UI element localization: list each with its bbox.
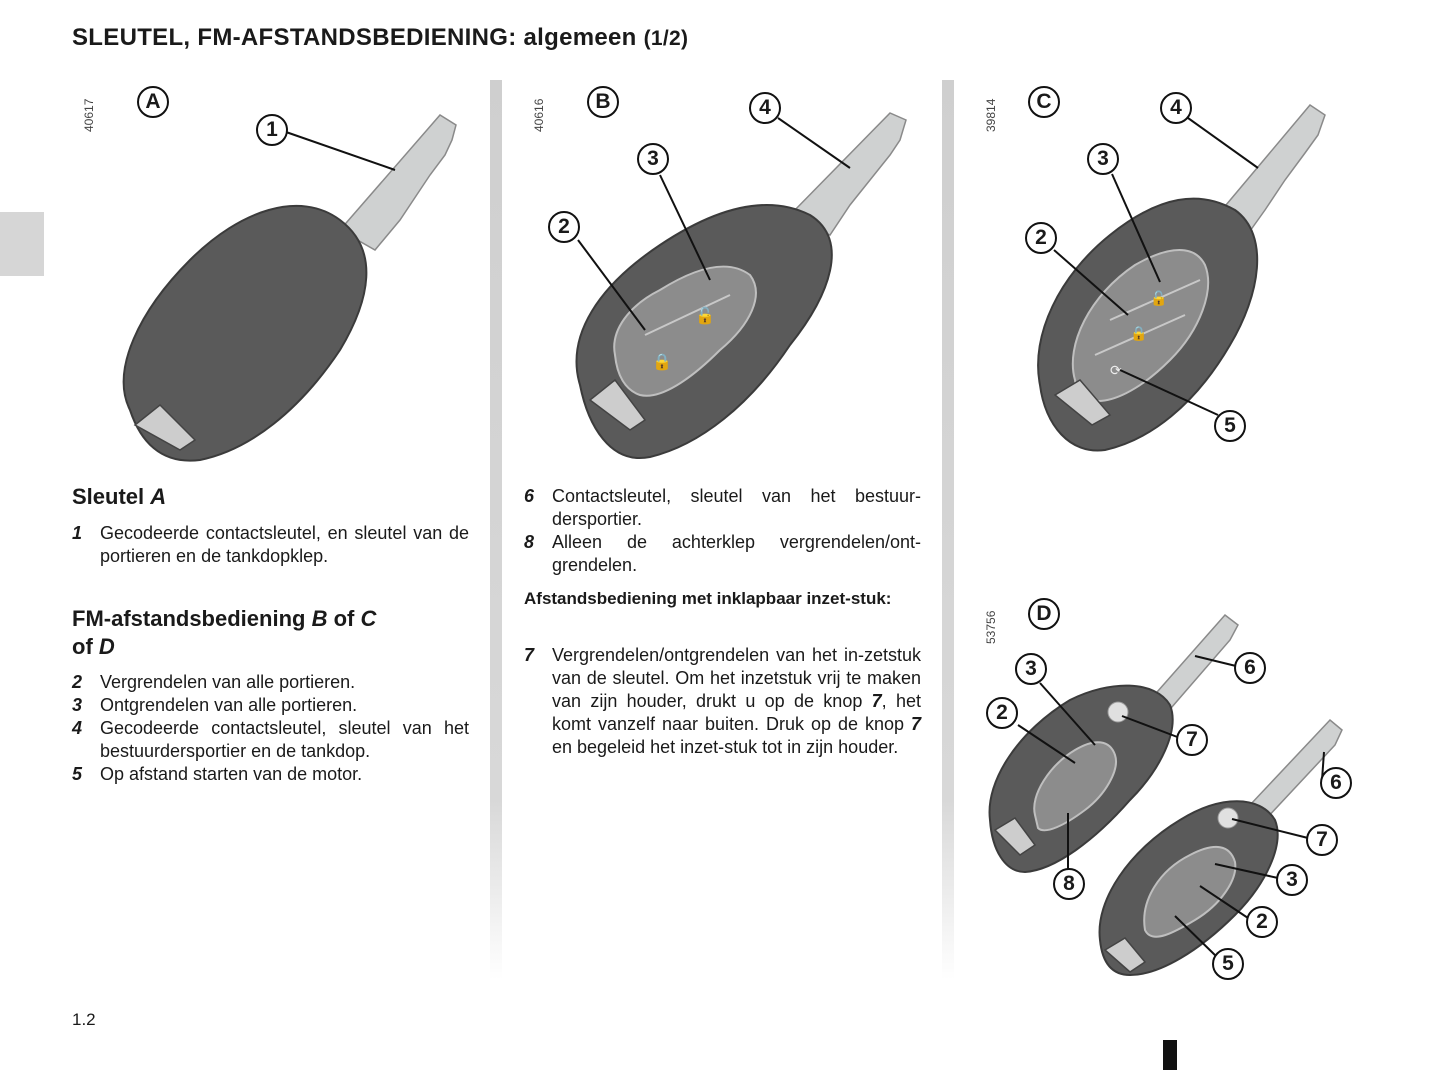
figure-b-label: B: [587, 86, 619, 118]
list-item: 6 Contactsleutel, sleutel van het bestuur-dersportier.: [524, 486, 921, 529]
lock-icon: 🔒: [652, 352, 672, 371]
lock-icon: 🔒: [1130, 326, 1148, 342]
figure-d-code: 53756: [984, 610, 998, 644]
callout-6: 6: [1320, 767, 1352, 799]
list-item: 1 Gecodeerde contactsleutel, en sleutel van de portieren en de tankdopklep.: [72, 523, 469, 566]
page-marker: [1163, 1040, 1177, 1070]
list-item: 7 Vergrendelen/ontgrendelen van het in-zetstuk van de sleutel. Om het inzetstuk vrij te maken van zijn houder, drukt u op de knop 7, het komt vanzelf naar buiten. Druk op de knop 7 en begeleid het inzet-stuk tot in zijn houder.: [524, 645, 921, 757]
list-item: 8 Alleen de achterklep vergrendelen/ont-grendelen.: [524, 532, 921, 575]
list-item: 4 Gecodeerde contactsleutel, sleutel van het bestuurdersportier en de tankdop.: [72, 718, 469, 761]
unlock-icon: 🔓: [1150, 291, 1168, 307]
callout-4: 4: [749, 92, 781, 124]
figure-c-label: C: [1028, 86, 1060, 118]
callout-5: 5: [1212, 948, 1244, 980]
callout-2: 2: [548, 211, 580, 243]
callout-2: 2: [986, 697, 1018, 729]
callout-2: 2: [1025, 222, 1057, 254]
callout-7: 7: [1176, 724, 1208, 756]
callout-5: 5: [1214, 410, 1246, 442]
callout-3: 3: [1015, 653, 1047, 685]
unlock-icon: 🔓: [695, 306, 715, 325]
callout-8: 8: [1053, 868, 1085, 900]
title-text: SLEUTEL, FM-AFSTANDSBEDIENING: algemeen: [72, 24, 637, 51]
list-sleutel-a: [72, 522, 469, 568]
subheading-inklapbaar: Afstandsbediening met inklapbaar inzet-stuk:: [524, 589, 892, 608]
heading-sleutel-a: Sleutel A: [72, 484, 167, 509]
callout-3: 3: [1276, 864, 1308, 896]
list-item-7: [524, 644, 921, 759]
callout-2: 2: [1246, 906, 1278, 938]
callout-7: 7: [1306, 824, 1338, 856]
page-number: 1.2: [72, 1010, 96, 1029]
remote-start-icon: ⟳: [1110, 363, 1122, 379]
figure-c-code: 39814: [984, 98, 998, 132]
callout-3: 3: [637, 143, 669, 175]
list-item: 3 Ontgrendelen van alle portieren.: [72, 695, 358, 715]
list-item: 5 Op afstand starten van de motor.: [72, 764, 363, 784]
callout-3: 3: [1087, 143, 1119, 175]
figure-a-label: A: [137, 86, 169, 118]
figure-d-label: D: [1028, 598, 1060, 630]
callout-4: 4: [1160, 92, 1192, 124]
list-item: 2 Vergrendelen van alle portieren.: [72, 672, 356, 692]
list-col2: [524, 485, 921, 577]
list-fm-afstandsbediening: [72, 671, 469, 786]
callout-6: 6: [1234, 652, 1266, 684]
heading-fm-afstandsbediening: FM-afstandsbediening B of C of D: [72, 606, 377, 659]
figure-a-code: 40617: [82, 98, 96, 132]
title-pagination: (1/2): [643, 27, 689, 50]
figure-b-code: 40616: [532, 98, 546, 132]
callout-1: 1: [256, 114, 288, 146]
